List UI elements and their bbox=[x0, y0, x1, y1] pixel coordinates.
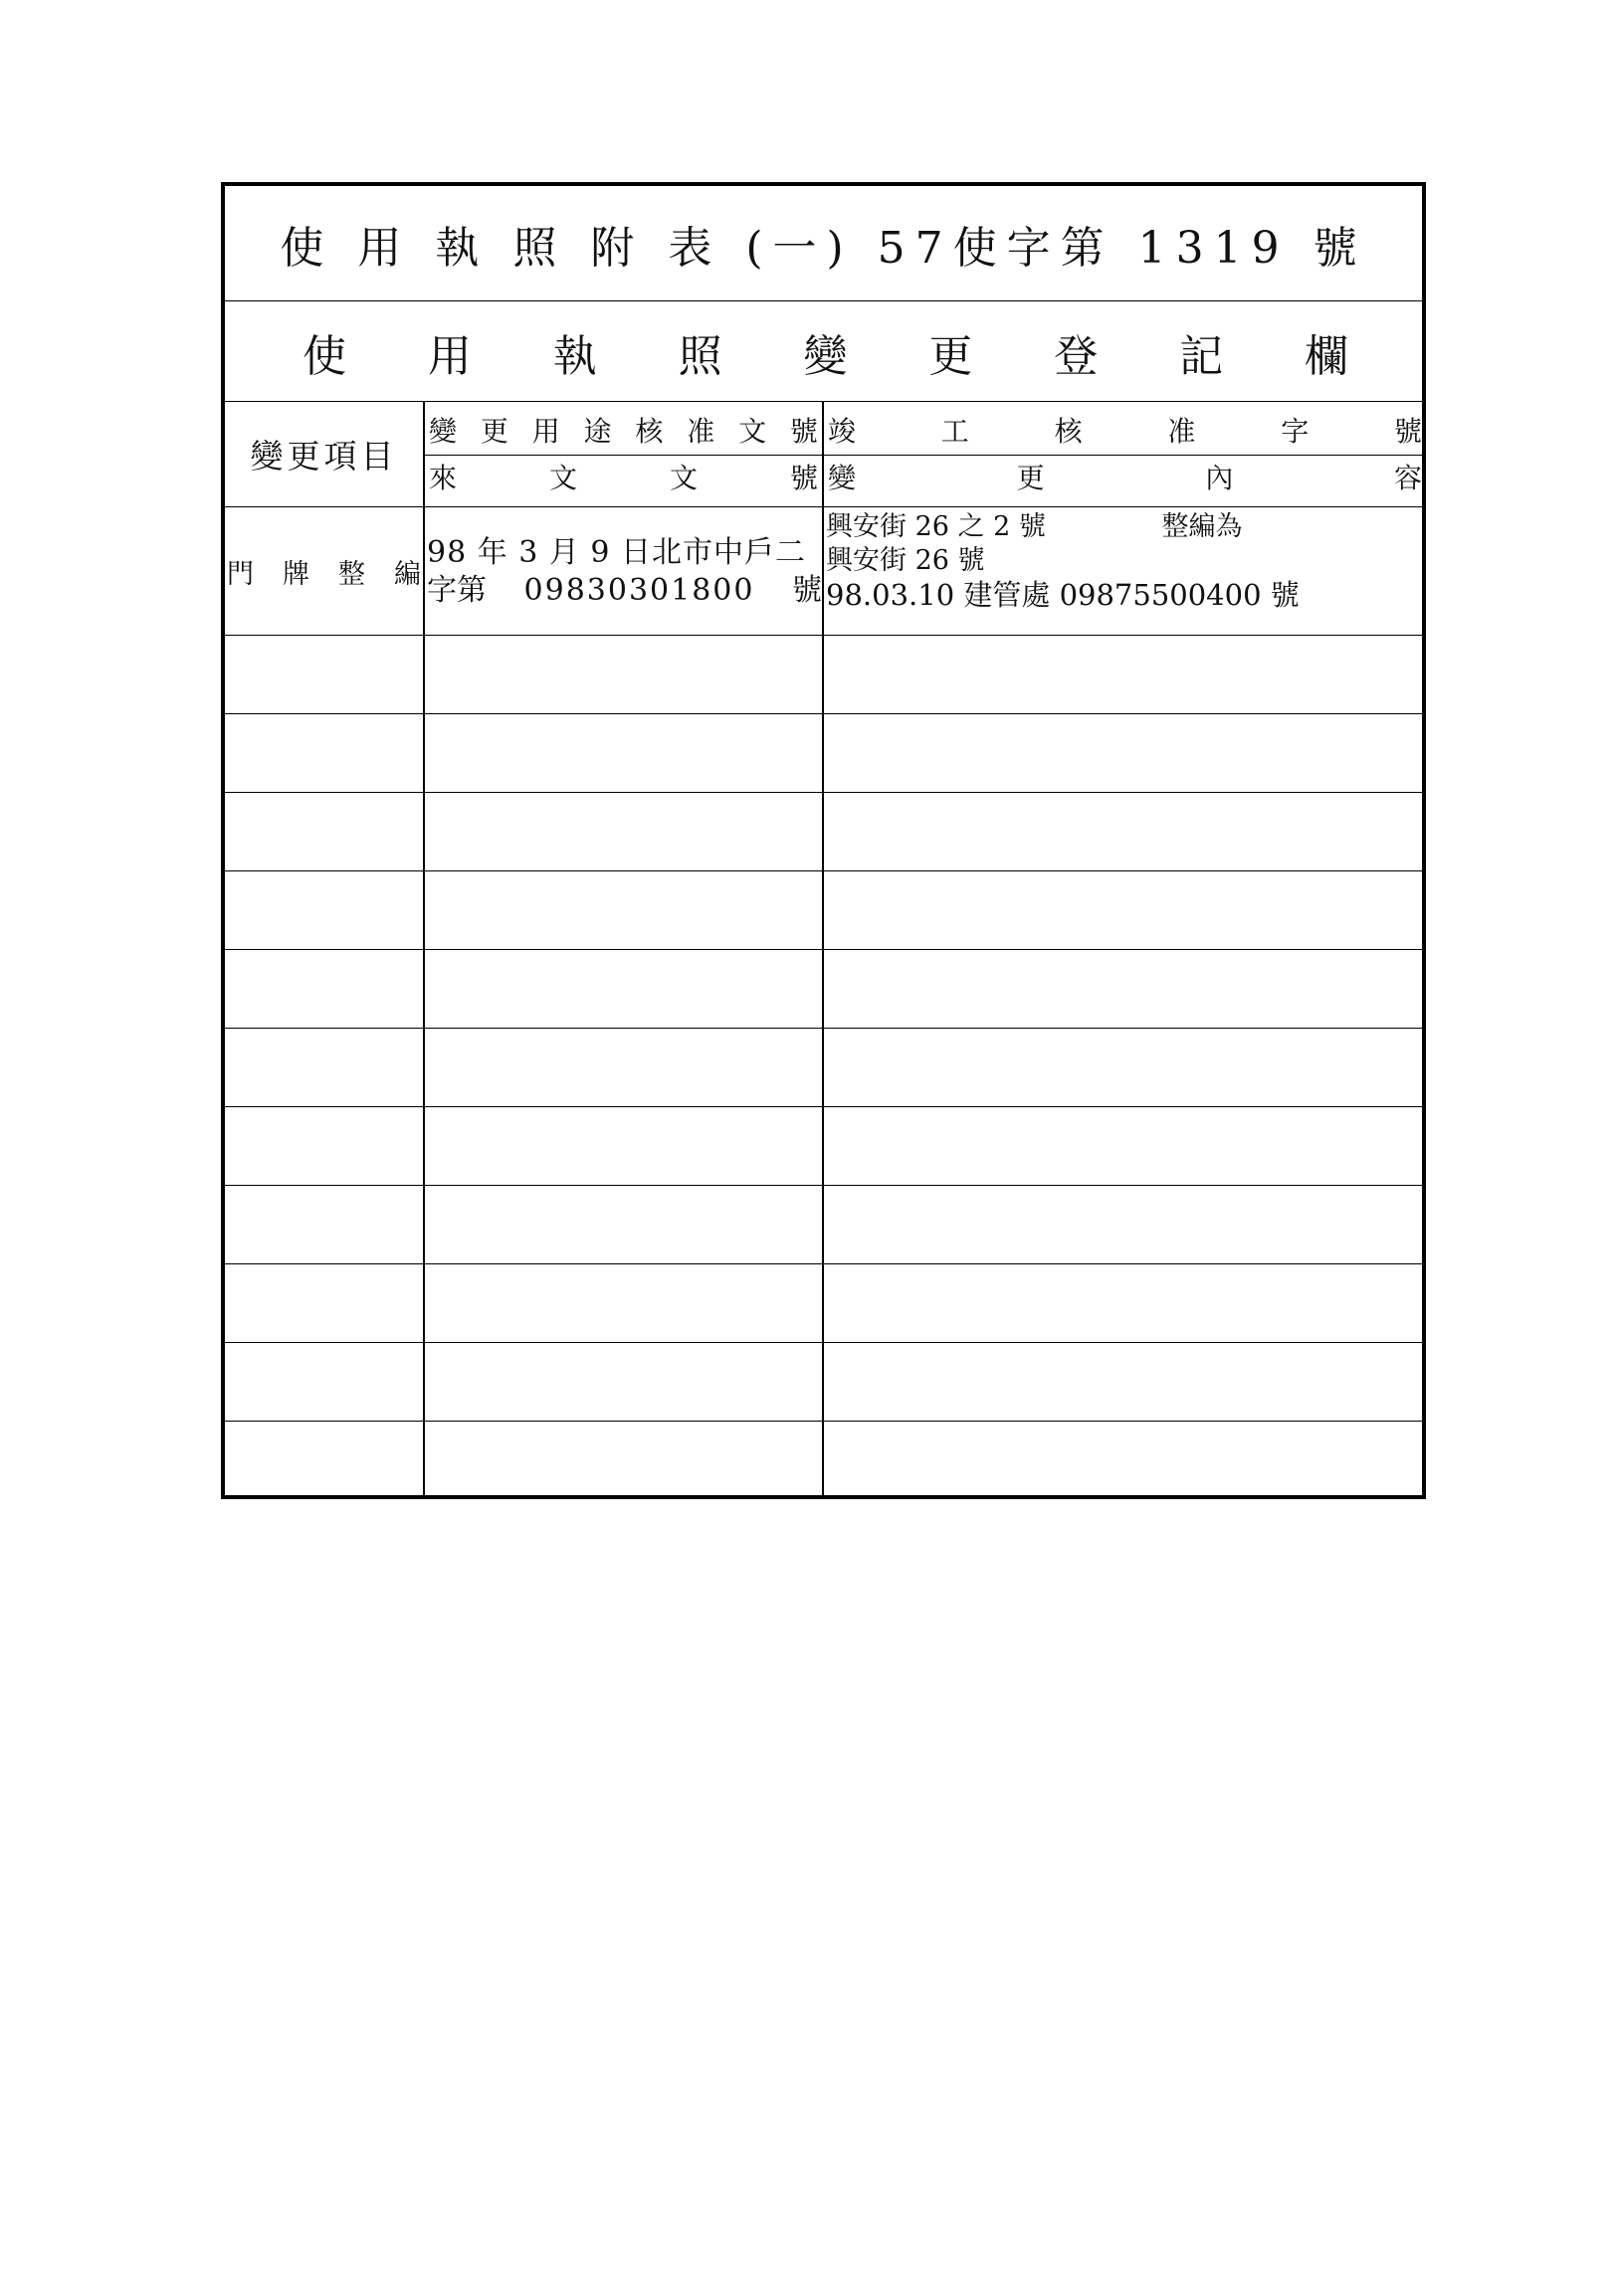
header-char: 變 bbox=[429, 415, 458, 448]
divider bbox=[424, 455, 1422, 456]
divider bbox=[225, 300, 1422, 301]
content-line-1a: 興安街 26 之 2 號 bbox=[826, 511, 1046, 542]
doc-line-2c: 號 bbox=[792, 573, 822, 608]
row-divider bbox=[225, 1421, 1422, 1422]
title-char: (一) bbox=[745, 222, 854, 274]
row-divider bbox=[225, 635, 1422, 636]
subtitle-char: 欄 bbox=[1305, 331, 1348, 382]
row-divider bbox=[225, 1028, 1422, 1029]
subtitle-char: 更 bbox=[928, 331, 973, 382]
header-char: 號 bbox=[789, 462, 818, 494]
title-license-number: 1319 bbox=[1137, 222, 1290, 274]
item-char: 門 bbox=[227, 558, 254, 590]
header-char: 核 bbox=[635, 415, 664, 448]
row-divider bbox=[225, 949, 1422, 950]
header-char: 文 bbox=[738, 415, 767, 448]
table-row-content bbox=[826, 510, 1423, 612]
item-char: 牌 bbox=[283, 558, 309, 590]
item-char: 整 bbox=[338, 558, 365, 590]
form-title bbox=[225, 186, 1422, 300]
title-char: 號 bbox=[1313, 222, 1367, 274]
subtitle-char: 登 bbox=[1054, 331, 1099, 382]
header-char: 內 bbox=[1205, 462, 1234, 494]
header-char: 變 bbox=[828, 462, 857, 494]
row-divider bbox=[225, 1185, 1422, 1186]
form-subtitle bbox=[225, 303, 1422, 401]
content-line-2: 興安街 26 號 bbox=[826, 545, 985, 576]
header-char: 工 bbox=[940, 415, 969, 448]
header-char: 號 bbox=[789, 415, 818, 448]
item-char: 編 bbox=[394, 558, 421, 590]
header-char: 竣 bbox=[828, 415, 857, 448]
row-divider bbox=[225, 1263, 1422, 1264]
header-char: 來 bbox=[429, 462, 458, 494]
title-char: 照 bbox=[512, 222, 567, 274]
header-char: 核 bbox=[1054, 415, 1083, 448]
usage-license-change-form bbox=[221, 182, 1426, 1499]
title-char: 使 bbox=[280, 222, 334, 274]
title-char: 附 bbox=[590, 222, 645, 274]
doc-line-2b: 09830301800 bbox=[523, 573, 755, 608]
row-divider bbox=[225, 1342, 1422, 1343]
header-change-item: 變更項目 bbox=[250, 437, 398, 476]
content-line-1b: 整編為 bbox=[1161, 511, 1243, 542]
title-char: 執 bbox=[435, 222, 490, 274]
header-char: 號 bbox=[1393, 415, 1422, 448]
title-char: 用 bbox=[357, 222, 412, 274]
header-incoming-doc bbox=[425, 457, 822, 500]
subtitle-char: 使 bbox=[303, 331, 346, 382]
table-row-item bbox=[225, 507, 423, 635]
subtitle-char: 變 bbox=[803, 331, 848, 382]
header-completion-approval bbox=[824, 410, 1426, 454]
subtitle-char: 記 bbox=[1179, 331, 1224, 382]
subtitle-char: 照 bbox=[678, 331, 722, 382]
header-char: 容 bbox=[1393, 462, 1422, 494]
header-change-use-doc bbox=[425, 410, 822, 454]
table-row-doc-number bbox=[427, 536, 822, 608]
row-divider bbox=[225, 1106, 1422, 1107]
header-char: 文 bbox=[548, 462, 577, 494]
header-char: 准 bbox=[1167, 415, 1196, 448]
header-char: 文 bbox=[669, 462, 698, 494]
header-char: 准 bbox=[687, 415, 715, 448]
header-char: 更 bbox=[1016, 462, 1045, 494]
header-char: 更 bbox=[480, 415, 508, 448]
header-char: 用 bbox=[531, 415, 560, 448]
subtitle-char: 執 bbox=[552, 331, 597, 382]
subtitle-char: 用 bbox=[427, 331, 472, 382]
row-divider bbox=[225, 870, 1422, 871]
header-change-content bbox=[824, 457, 1426, 500]
header-char: 途 bbox=[583, 415, 612, 448]
doc-line-1: 98 年 3 月 9 日北市中戶二 bbox=[427, 535, 807, 570]
row-divider bbox=[225, 792, 1422, 793]
header-char: 字 bbox=[1281, 415, 1310, 448]
row-divider bbox=[225, 713, 1422, 714]
title-char: 表 bbox=[668, 222, 722, 274]
content-line-3: 98.03.10 建管處 09875500400 號 bbox=[826, 578, 1300, 612]
doc-line-2a: 字第 bbox=[427, 573, 487, 608]
title-license-prefix: 57使字第 bbox=[877, 222, 1114, 274]
